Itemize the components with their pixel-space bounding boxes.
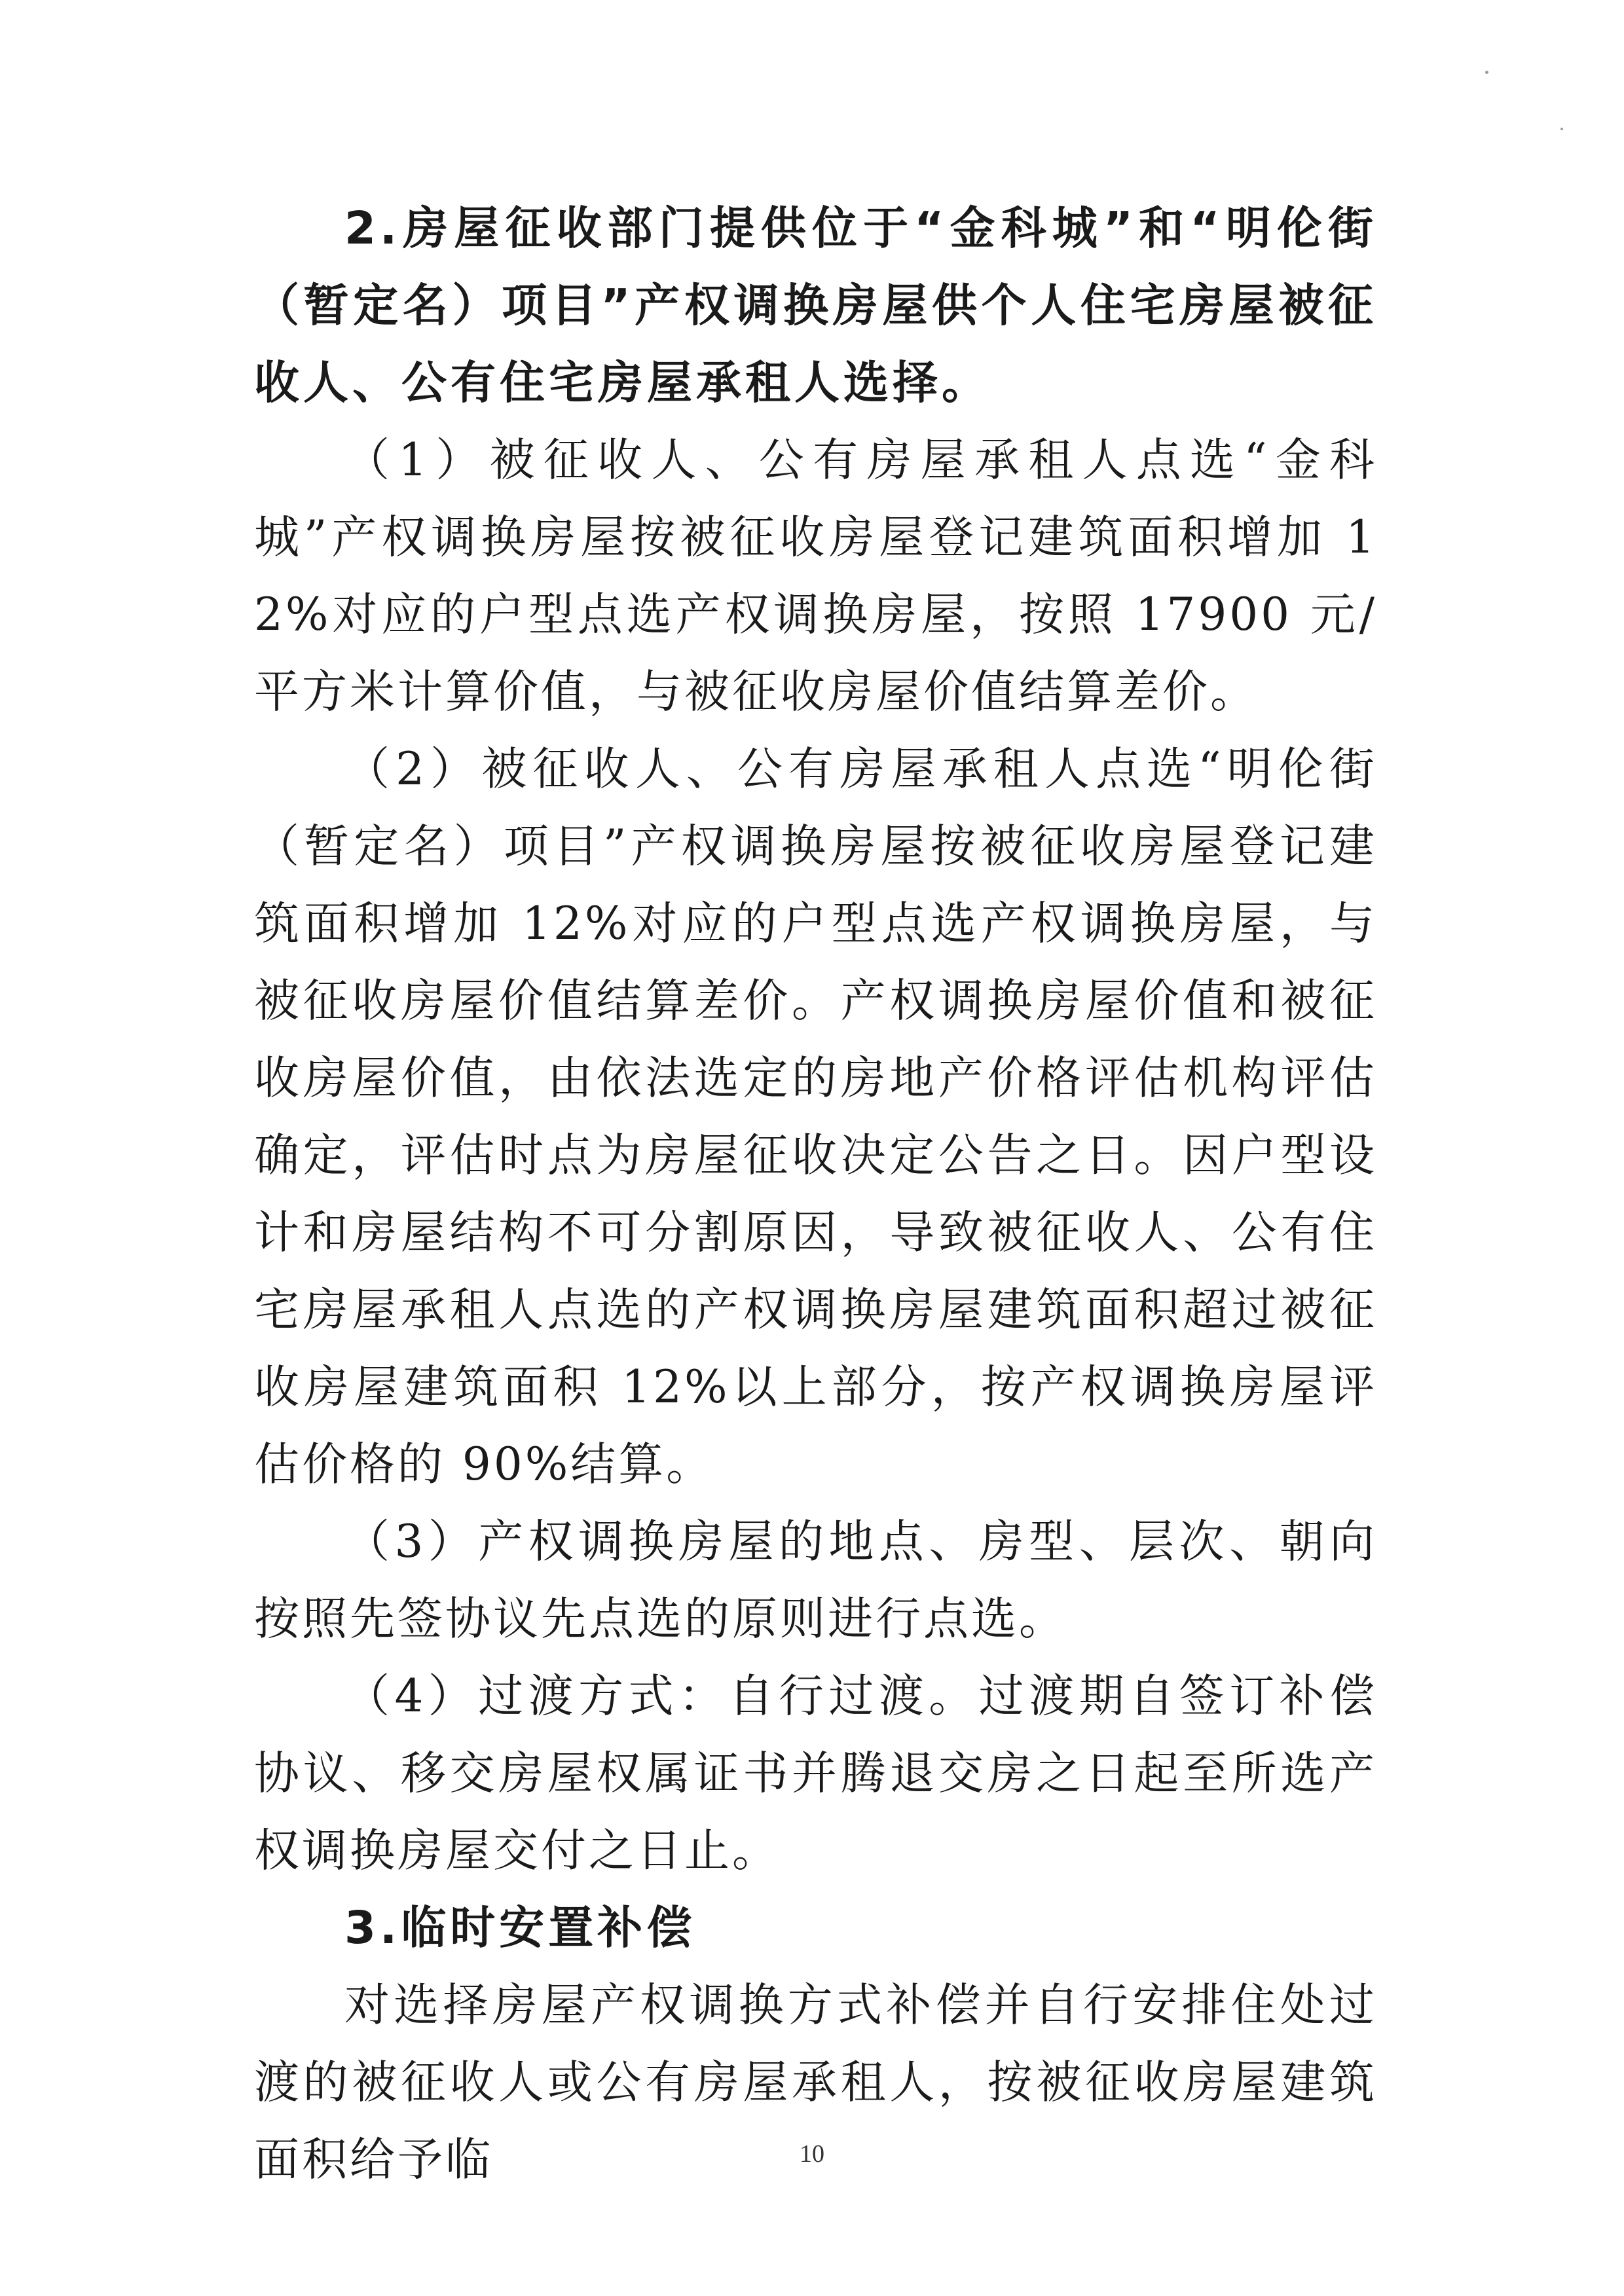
document-body (254, 190, 1377, 2198)
section-3-heading: 3.临时安置补偿 (344, 1902, 696, 1954)
scan-speck (1560, 128, 1563, 130)
item-1-paragraph: （1）被征收人、公有房屋承租人点选“金科城”产权调换房屋按被征收房屋登记建筑面积增加 12%对应的户型点选产权调换房屋，按照 17900 元/平方米计算价值，与被征收房屋价值结算差价。 (254, 434, 1377, 718)
page-number: 10 (800, 2140, 824, 2168)
item-3-paragraph: （3）产权调换房屋的地点、房型、层次、朝向按照先签协议先点选的原则进行点选。 (254, 1516, 1377, 1645)
section-2-heading-paragraph: 2.房屋征收部门提供位于“金科城”和“明伦街（暂定名）项目”产权调换房屋供个人住宅房屋被征收人、公有住宅房屋承租人选择。 (254, 202, 1377, 409)
section-3-body-paragraph: 对选择房屋产权调换方式补偿并自行安排住处过渡的被征收人或公有房屋承租人，按被征收房屋建筑面积给予临 (254, 1979, 1377, 2186)
item-2-paragraph: （2）被征收人、公有房屋承租人点选“明伦街（暂定名）项目”产权调换房屋按被征收房屋登记建筑面积增加 12%对应的户型点选产权调换房屋，与被征收房屋价值结算差价。产权调换房屋价值和被征收房屋价值，由依法选定的房地产价格评估机构评估确定，评估时点为房屋征收决定公告之日。因户型设计和房屋结构不可分割原因，导致被征收人、公有住宅房屋承租人点选的产权调换房屋建筑面积超过被征收房屋建筑面积 12%以上部分，按产权调换房屋评估价格的 90%结算。 (254, 743, 1377, 1491)
item-4-paragraph: （4）过渡方式：自行过渡。过渡期自签订补偿协议、移交房屋权属证书并腾退交房之日起至所选产权调换房屋交付之日止。 (254, 1670, 1377, 1877)
scan-speck (1485, 71, 1488, 74)
